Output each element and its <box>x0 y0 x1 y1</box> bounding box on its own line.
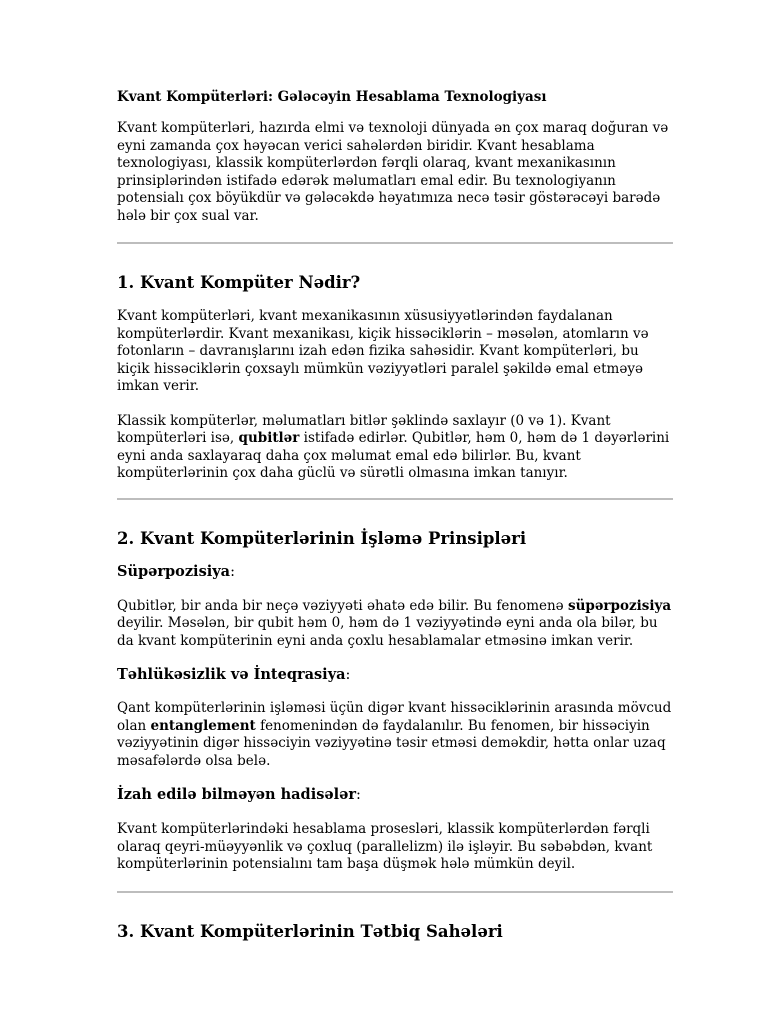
section-3-heading: 3. Kvant Kompüterlərinin Tətbiq Sahələri <box>117 921 503 941</box>
heading-colon: : <box>355 787 361 803</box>
subsection-title: Süpərpozisiya <box>117 562 231 580</box>
section-divider <box>117 891 673 893</box>
section-2-heading: 2. Kvant Kompüterlərinin İşləmə Prinsipləri <box>117 528 527 548</box>
text-run: Qubitlər, bir anda bir neçə vəziyyəti əhatə edə bilir. Bu fenomenə <box>117 597 568 614</box>
subsection-title: İzah edilə bilməyən hadisələr <box>117 786 356 803</box>
document-title: Kvant Kompüterləri: Gələcəyin Hesablama Texnologiyası <box>117 89 547 105</box>
text-run: deyilir. Məsələn, bir qubit həm 0, həm də 1 vəziyyətində eyni anda ola bilər, bu da kvant kompüterinin eyni anda çoxlu hesablamalar etməsinə imkan verir. <box>117 615 658 649</box>
subsection-superposition-heading <box>117 562 673 582</box>
text-run: istifadə edirlər. Qubitlər, həm 0, həm də 1 dəyərlərini eyni anda saxlayaraq daha çox məlumat emal edə bilirlər. Bu, kvant kompüterlərinin çox daha güclü və sürətli olmasına imkan tanıyır. <box>117 430 670 481</box>
subsection-superposition-text <box>117 598 673 651</box>
subsection-unexplained-text: Kvant kompüterlərindəki hesablama prosesləri, klassik kompüterlərdən fərqli olaraq qeyri-müəyyənlik və çoxluq (parallelizm) ilə işləyir. Bu səbəbdən, kvant kompüterlərinin potensialını tam başa düşmək hələ mümkün deyil. <box>117 821 653 872</box>
subsection-security-text <box>117 700 673 770</box>
section-1-paragraph-1: Kvant kompüterləri, kvant mexanikasının xüsusiyyətlərindən faydalanan kompüterlərdir. Kvant mexanikası, kiçik hissəciklərin – məsələn, atomların və fotonların – davranışlarını izah edən fizika sahəsidir. Kvant kompüterləri, bu kiçik hissəciklərin çoxsaylı mümkün vəziyyətləri paralel şəkildə emal etməyə imkan verir. <box>117 308 649 394</box>
section-1-paragraph-2 <box>117 413 673 483</box>
text-run: Qant kompüterlərinin işləməsi üçün digər kvant hissəciklərinin arasında mövcud olan <box>117 700 672 734</box>
bold-term-qubits: qubitlər <box>238 430 300 446</box>
intro-paragraph: Kvant kompüterləri, hazırda elmi və texnoloji dünyada ən çox maraq doğuran və eyni zamanda çox həyəcan verici sahələrdən biridir. Kvant hesablama texnologiyası, klassik kompüterlərdən fərqli olaraq, kvant mexanikasının prinsiplərindən istifadə edərək məlumatları emal edir. Bu texnologiyanın potensialı çox böyükdür və gələcəkdə həyatımıza necə təsir göstərəcəyi barədə hələ bir çox sual var. <box>117 120 669 224</box>
section-1-heading: 1. Kvant Kompüter Nədir? <box>117 273 361 292</box>
bold-term-superposition: süpərpozisiya <box>567 597 672 614</box>
bold-term-entanglement: entanglement <box>150 717 256 734</box>
section-divider <box>117 498 673 500</box>
subsection-security-heading <box>117 665 673 685</box>
heading-colon: : <box>345 667 351 683</box>
subsection-title: Təhlükəsizlik və İnteqrasiya <box>117 666 346 683</box>
text-run: fenomenindən də faydalanılır. Bu fenomen, bir hissəciyin vəziyyətinin digər hissəciyin vəziyyətinə təsir etməsi deməkdir, hətta onlar uzaq məsafələrdə olsa belə. <box>117 717 666 769</box>
text-run: Klassik kompüterlər, məlumatları bitlər şəklində saxlayır (0 və 1). Kvant kompüterləri isə, <box>117 412 611 446</box>
document-body <box>117 88 673 943</box>
section-divider <box>117 242 673 244</box>
heading-colon: : <box>230 563 235 580</box>
subsection-unexplained-heading <box>117 785 673 805</box>
